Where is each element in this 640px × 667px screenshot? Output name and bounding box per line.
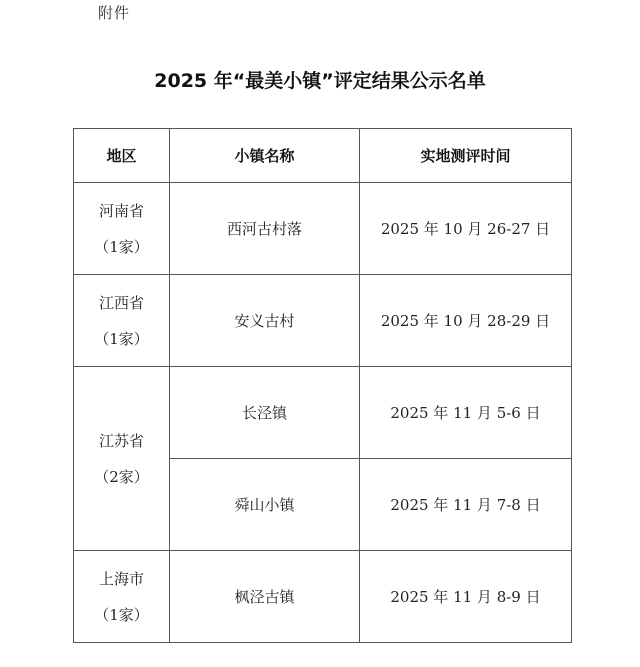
attachment-label: 附件 — [98, 4, 131, 22]
evaluation-date-cell: 2025 年 10 月 28-29 日 — [360, 275, 572, 367]
town-name-cell: 安义古村 — [170, 275, 360, 367]
region-cell — [74, 275, 170, 367]
table-row — [74, 367, 572, 459]
evaluation-date-cell: 2025 年 10 月 26-27 日 — [360, 183, 572, 275]
region-count: （1家） — [94, 605, 149, 624]
evaluation-date-cell: 2025 年 11 月 7-8 日 — [360, 459, 572, 551]
region-cell — [74, 183, 170, 275]
town-name-cell: 长泾镇 — [170, 367, 360, 459]
town-name-cell: 舜山小镇 — [170, 459, 360, 551]
table-header-row — [74, 129, 572, 183]
table-row — [74, 183, 572, 275]
region-name: 河南省 — [98, 201, 144, 220]
column-header-town-name: 小镇名称 — [170, 129, 360, 183]
region-name: 上海市 — [98, 569, 144, 588]
page-title: 2025 年“最美小镇”评定结果公示名单 — [154, 70, 486, 92]
region-count: （2家） — [94, 467, 149, 486]
table-row — [74, 551, 572, 643]
region-count: （1家） — [94, 237, 149, 256]
column-header-evaluation-time: 实地测评时间 — [360, 129, 572, 183]
column-header-region: 地区 — [74, 129, 170, 183]
town-name-cell: 枫泾古镇 — [170, 551, 360, 643]
table-row — [74, 275, 572, 367]
region-name: 江苏省 — [98, 431, 144, 450]
town-name-cell: 西河古村落 — [170, 183, 360, 275]
region-count: （1家） — [94, 329, 149, 348]
evaluation-date-cell: 2025 年 11 月 5-6 日 — [360, 367, 572, 459]
region-cell — [74, 367, 170, 551]
evaluation-date-cell: 2025 年 11 月 8-9 日 — [360, 551, 572, 643]
results-table — [73, 128, 572, 643]
region-cell — [74, 551, 170, 643]
region-name: 江西省 — [98, 293, 144, 312]
